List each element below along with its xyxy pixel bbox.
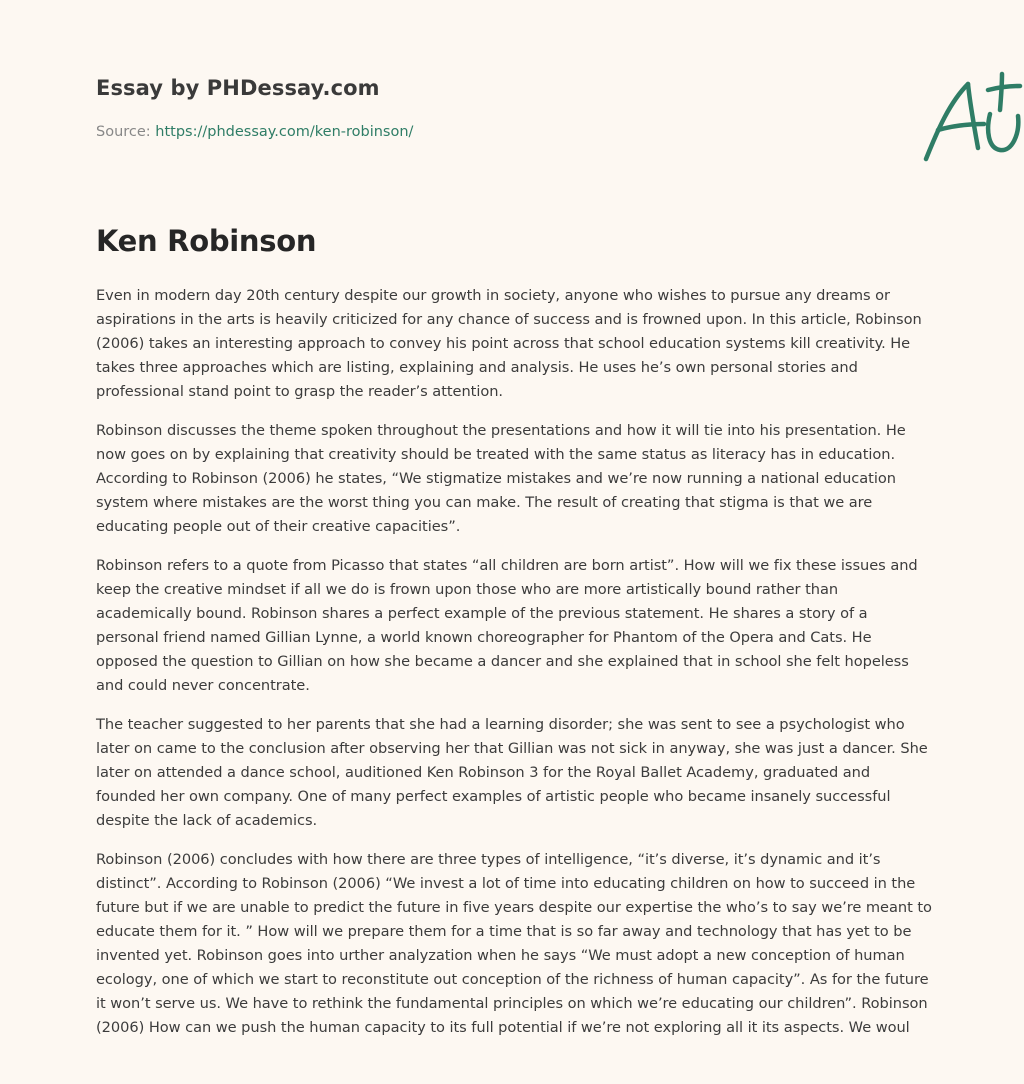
source-label: Source: (96, 124, 156, 140)
article-title: Ken Robinson (96, 224, 317, 258)
paragraph: The teacher suggested to her parents that she had a learning disorder; she was sent to see a psychologist who later on came to the conclusion after observing her that Gillian was not sick in anyway, she was just a dancer. She later on attended a dance school, auditioned Ken Robinson 3 for the Royal Ballet Academy, graduated and founded her own company. One of many perfect examples of artistic people who became insanely successful despite the lack of academics. (96, 716, 928, 829)
brand-title: Essay by PHDessay.com (96, 76, 380, 100)
paragraph: Robinson (2006) concludes with how there are three types of intelligence, “it’s diverse, it’s dynamic and it’s distinct”. According to Robinson (2006) “We invest a lot of time into educating children on how to succeed in the future but if we are unable to predict the future in five years despite our expertise the who’s to say we’re meant to educate them for it. ” How will we prepare them for a time that is so far away and technology that has yet to be invented yet. Robinson goes into urther analyzation when he says “We must adopt a new conception of human ecology, one of which we start to reconstitute out conception of the richness of human capacity”. As for the future it won’t serve us. We have to rethink the fundamental principles on which we’re educating our children”. Robinson (2006) How can we push the human capacity to its full potential if we’re not exploring all it its aspects. We woul (96, 851, 932, 1036)
a-plus-logo-icon (916, 64, 1024, 168)
paragraph: Robinson refers to a quote from Picasso that states “all children are born artist”. How will we fix these issues and keep the creative mindset if all we do is frown upon those who are more artistically bound rather than academically bound. Robinson shares a perfect example of the previous statement. He shares a story of a personal friend named Gillian Lynne, a world known choreographer for Phantom of the Opera and Cats. He opposed the question to Gillian on how she became a dancer and she explained that in school she felt hopeless and could never concentrate. (96, 557, 918, 694)
paragraph: Even in modern day 20th century despite our growth in society, anyone who wishes to pursue any dreams or aspirations in the arts is heavily criticized for any chance of success and is frowned upon. In this article, Robinson (2006) takes an interesting approach to convey his point across that school education systems kill creativity. He takes three approaches which are listing, explaining and analysis. He uses he’s own personal stories and professional stand point to grasp the reader’s attention. (96, 287, 922, 400)
source-link[interactable]: https://phdessay.com/ken-robinson/ (155, 124, 414, 140)
source-line (96, 124, 413, 140)
article-body (96, 284, 932, 1055)
paragraph: Robinson discusses the theme spoken throughout the presentations and how it will tie into his presentation. He now goes on by explaining that creativity should be treated with the same status as literacy has in education. According to Robinson (2006) he states, “We stigmatize mistakes and we’re now running a national education system where mistakes are the worst thing you can make. The result of creating that stigma is that we are educating people out of their creative capacities”. (96, 422, 906, 535)
